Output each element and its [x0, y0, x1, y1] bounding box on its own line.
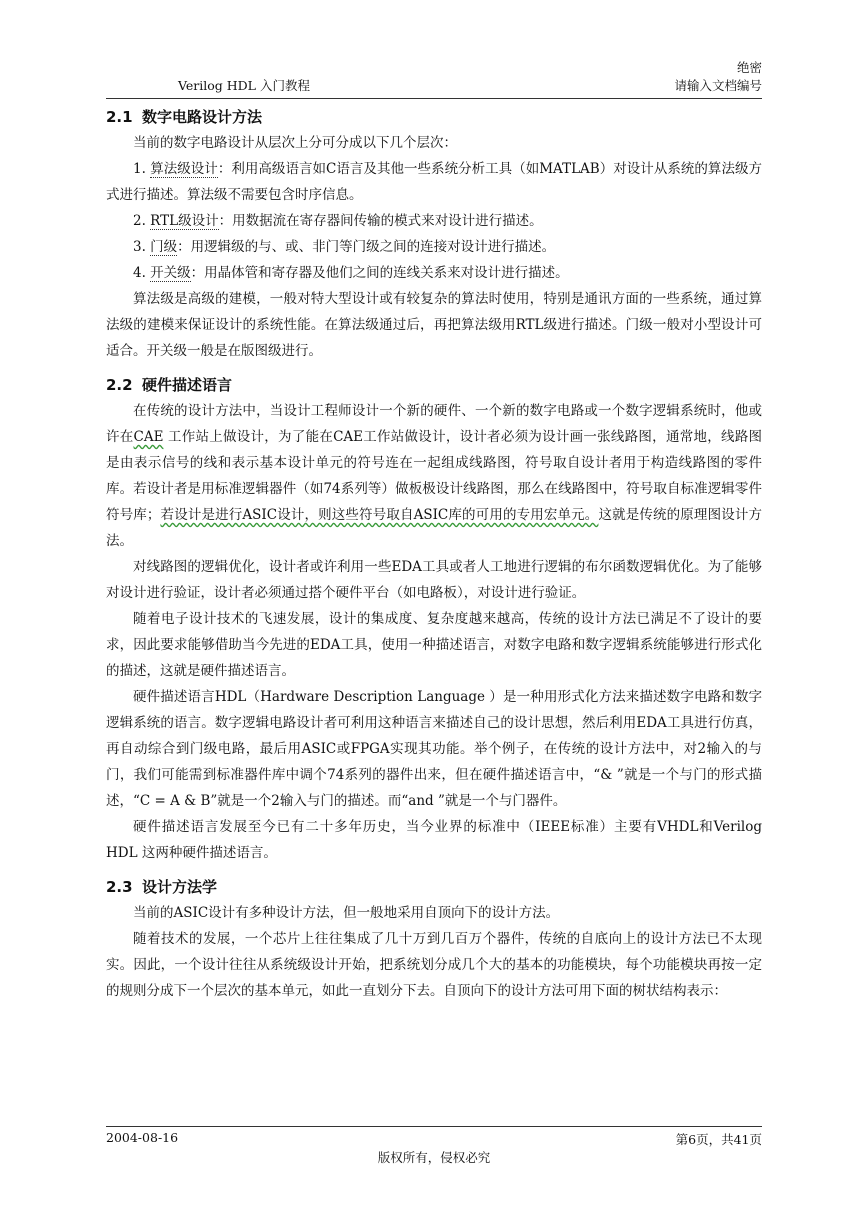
paragraph: 硬件描述语言发展至今已有二十多年历史，当今业界的标准中（IEEE标准）主要有VHDL和Verilog HDL 这两种硬件描述语言。: [106, 819, 762, 861]
term: 开关级: [150, 265, 191, 281]
header-rule: [106, 98, 762, 99]
section-heading-2-1: 2.1 数字电路设计方法: [106, 108, 263, 126]
spellcheck-mark: CAE: [133, 429, 164, 445]
paragraph: 当前的ASIC设计有多种设计方法，但一般地采用自顶向下的设计方法。: [133, 905, 560, 921]
header-doc-number: 请输入文档编号: [674, 78, 762, 93]
footer-rule: [106, 1126, 762, 1127]
header-classification: 绝密: [736, 60, 762, 75]
term: RTL级设计: [150, 213, 219, 229]
term: 门级: [150, 239, 178, 255]
section-heading-2-3: 2.3 设计方法学: [106, 878, 218, 896]
term: 算法级设计: [150, 161, 218, 177]
paragraph: 对线路图的逻辑优化，设计者或许利用一些EDA工具或者人工地进行逻辑的布尔函数逻辑优化。为了能够对设计进行验证，设计者必须通过搭个硬件平台（如电路板），对设计进行验证。: [106, 559, 762, 601]
list-item: 4. 开关级：用晶体管和寄存器及他们之间的连线关系来对设计进行描述。: [133, 265, 569, 281]
list-item: 2. RTL级设计：用数据流在寄存器间传输的模式来对设计进行描述。: [133, 213, 543, 229]
paragraph: 随着电子设计技术的飞速发展，设计的集成度、复杂度越来越高，传统的设计方法已满足不了设计的要求，因此要求能够借助当今先进的EDA工具，使用一种描述语言，对数字电路和数字逻辑系统能够进行形式化的描述，这就是硬件描述语言。: [106, 611, 762, 679]
list-item: 3. 门级：用逻辑级的与、或、非门等门级之间的连接对设计进行描述。: [133, 239, 556, 255]
footer-copyright: 版权所有，侵权必究: [377, 1150, 491, 1165]
page-body: [106, 104, 762, 1004]
paragraph: 算法级是高级的建模，一般对特大型设计或有较复杂的算法时使用，特别是通讯方面的一些系统，通过算法级的建模来保证设计的系统性能。在算法级通过后，再把算法级用RTL级进行描述。门级一般对小型设计可适合。开关级一般是在版图级进行。: [106, 291, 762, 359]
paragraph: 随着技术的发展，一个芯片上往往集成了几十万到几百万个器件，传统的自底向上的设计方法已不太现实。因此，一个设计往往从系统级设计开始，把系统划分成几个大的基本的功能模块，每个功能模块再按一定的规则分成下一个层次的基本单元，如此一直划分下去。自顶向下的设计方法可用下面的树状结构表示：: [106, 931, 762, 999]
section-heading-2-2: 2.2 硬件描述语言: [106, 376, 233, 394]
footer-date: 2004-08-16: [106, 1130, 179, 1145]
paragraph: 当前的数字电路设计从层次上分可分成以下几个层次：: [133, 135, 457, 151]
paragraph: 在传统的设计方法中，当设计工程师设计一个新的硬件、一个新的数字电路或一个数字逻辑系统时，他或许在CAE 工作站上做设计，为了能在CAE工作站做设计，设计者必须为设计画一张线路图，通常地，线路图是由表示信号的线和表示基本设计单元的符号连在一起组成线路图，符号取自设计者用于构造线路图的零件库。若设计者是用标准逻辑器件（如74系列等）做板极设计线路图，那么在线路图中，符号取自标准逻辑零件符号库；若设计是进行ASIC设计，则这些符号取自ASIC库的可用的专用宏单元。这就是传统的原理图设计方法。: [106, 403, 762, 549]
header-title: Verilog HDL 入门教程: [178, 78, 310, 93]
grammar-check-mark: 若设计是进行ASIC设计，则这些符号取自ASIC库的可用的专用宏单元。: [160, 507, 599, 523]
paragraph: 硬件描述语言HDL（Hardware Description Language ）是一种用形式化方法来描述数字电路和数字逻辑系统的语言。数字逻辑电路设计者可利用这种语言来描述自己的设计思想，然后利用EDA工具进行仿真，再自动综合到门级电路，最后用ASIC或FPGA实现其功能。举个例子，在传统的设计方法中，对2输入的与门，我们可能需到标准器件库中调个74系列的器件出来，但在硬件描述语言中，“& ”就是一个与门的形式描述，“C = A & B”就是一个2输入与门的描述。而“and ”就是一个与门器件。: [106, 689, 762, 809]
list-item: 1. 算法级设计：利用高级语言如C语言及其他一些系统分析工具（如MATLAB）对设计从系统的算法级方式进行描述。算法级不需要包含时序信息。: [106, 161, 763, 203]
footer-page-number: 第6页，共41页: [675, 1132, 762, 1147]
